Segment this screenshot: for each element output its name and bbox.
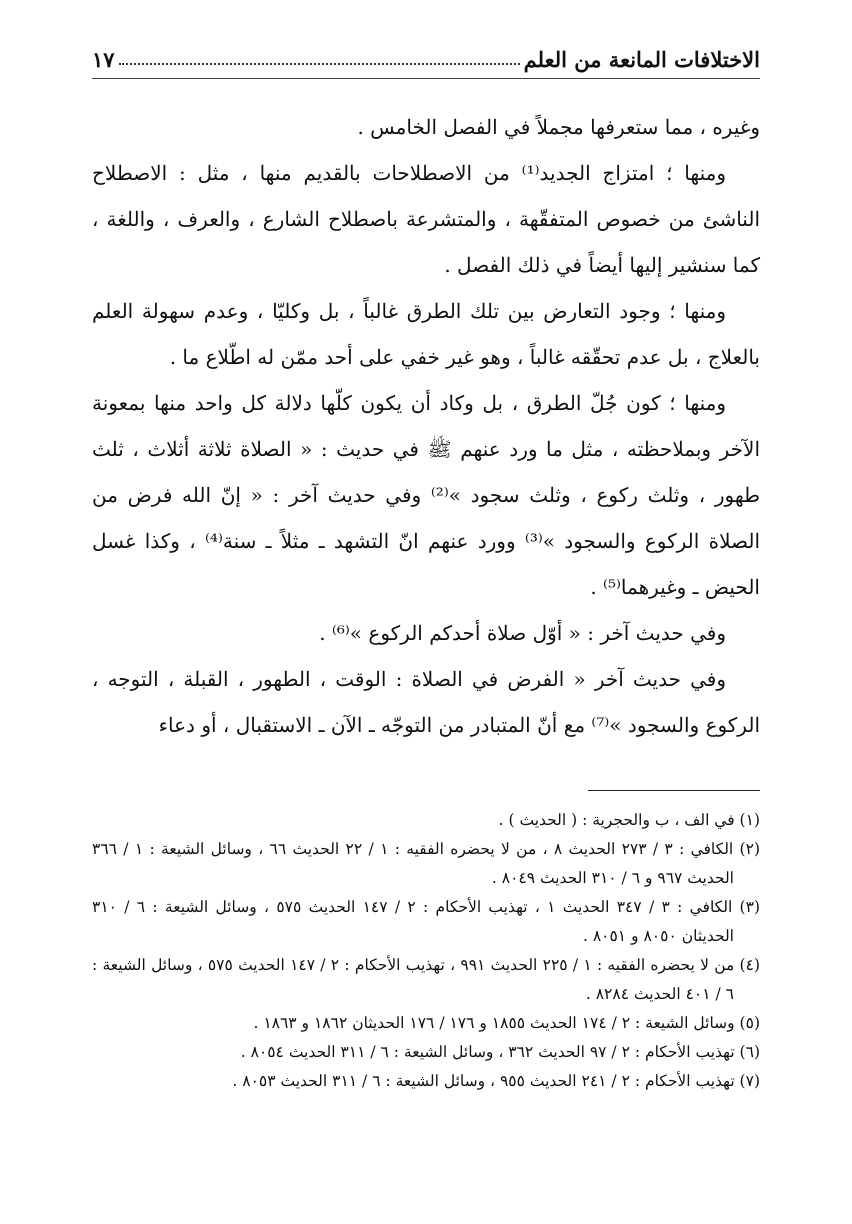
paragraph: وفي حديث آخر : « أوّل صلاة أحدكم الركوع »⁽⁶⁾ . [319,621,726,645]
paragraph: ومنها ؛ وجود التعارض بين تلك الطرق غالباً ، بل وكليّا ، وعدم سهولة العلم بالعلاج ، بل عدم تحقّقه غالباً ، وهو غير خفي على أحد ممّن له اطّلاع ما . [92,299,760,369]
paragraph: وفي حديث آخر « الفرض في الصلاة : الوقت ، الطهور ، القبلة ، التوجه ، الركوع والسجود »⁽⁷⁾ مع أنّ المتبادر من التوجّه ـ الآن ـ الاستقبال ، أو دعاء [92,667,760,737]
header-rule [92,78,760,79]
running-header [92,32,760,72]
dot-leader [119,62,520,65]
chapter-title: الاختلافات المانعة من العلم [523,47,760,72]
footnote: (٧) تهذيب الأحكام : ٢ / ٢٤١ الحديث ٩٥٥ ، وسائل الشيعة : ٦ / ٣١١ الحديث ٨٠٥٣ . [232,1072,760,1090]
footnote: (٤) من لا يحضره الفقيه : ١ / ٢٢٥ الحديث ٩٩١ ، تهذيب الأحكام : ٢ / ١٤٧ الحديث ٥٧٥ ، وسائل الشيعة : ٦ / ٤٠١ الحديث ٨٢٨٤ . [92,956,760,1003]
page-number: ١٧ [92,47,115,72]
paragraph: وغيره ، مما ستعرفها مجملاً في الفصل الخامس . [357,115,760,139]
footnote: (٢) الكافي : ٣ / ٢٧٣ الحديث ٨ ، من لا يحضره الفقيه : ١ / ٢٢ الحديث ٦٦ ، وسائل الشيعة : ١ / ٣٦٦ الحديث ٩٦٧ و ٦ / ٣١٠ الحديث ٨٠٤٩ . [92,840,760,887]
paragraph: ومنها ؛ كون جُلّ الطرق ، بل وكاد أن يكون كلّها دلالة كل واحد منها بمعونة الآخر وبملاحظته ، مثل ما ورد عنهم ﷺ في حديث : « الصلاة ثلاثة أثلاث ، ثلث طهور ، وثلث ركوع ، وثلث سجود »⁽²⁾ وفي حديث آخر : « إنّ الله فرض من الصلاة الركوع والسجود »⁽³⁾ وورد عنهم انّ التشهد ـ مثلاً ـ سنة⁽⁴⁾ ، وكذا غسل الحيض ـ وغيرهما⁽⁵⁾ . [92,391,761,599]
footnotes [92,806,760,1096]
footnote-separator [588,790,760,791]
footnote: (٥) وسائل الشيعة : ٢ / ١٧٤ الحديث ١٨٥٥ و ١٧٦ / ١٧٦ الحديثان ١٨٦٢ و ١٨٦٣ . [253,1014,760,1032]
footnote: (٣) الكافي : ٣ / ٣٤٧ الحديث ١ ، تهذيب الأحكام : ٢ / ١٤٧ الحديث ٥٧٥ ، وسائل الشيعة : ٦ / ٣١٠ الحديثان ٨٠٥٠ و ٨٠٥١ . [92,898,760,945]
main-text [92,104,760,748]
paragraph: ومنها ؛ امتزاج الجديد⁽¹⁾ من الاصطلاحات بالقديم منها ، مثل : الاصطلاح الناشئ من خصوص المتفقّهة ، والمتشرعة باصطلاح الشارع ، والعرف ، واللغة ، كما سنشير إليها أيضاً في ذلك الفصل . [92,161,760,277]
footnote: (٦) تهذيب الأحكام : ٢ / ٩٧ الحديث ٣٦٢ ، وسائل الشيعة : ٦ / ٣١١ الحديث ٨٠٥٤ . [240,1043,760,1061]
footnote: (١) في الف ، ب والحجرية : ( الحديث ) . [498,811,760,829]
